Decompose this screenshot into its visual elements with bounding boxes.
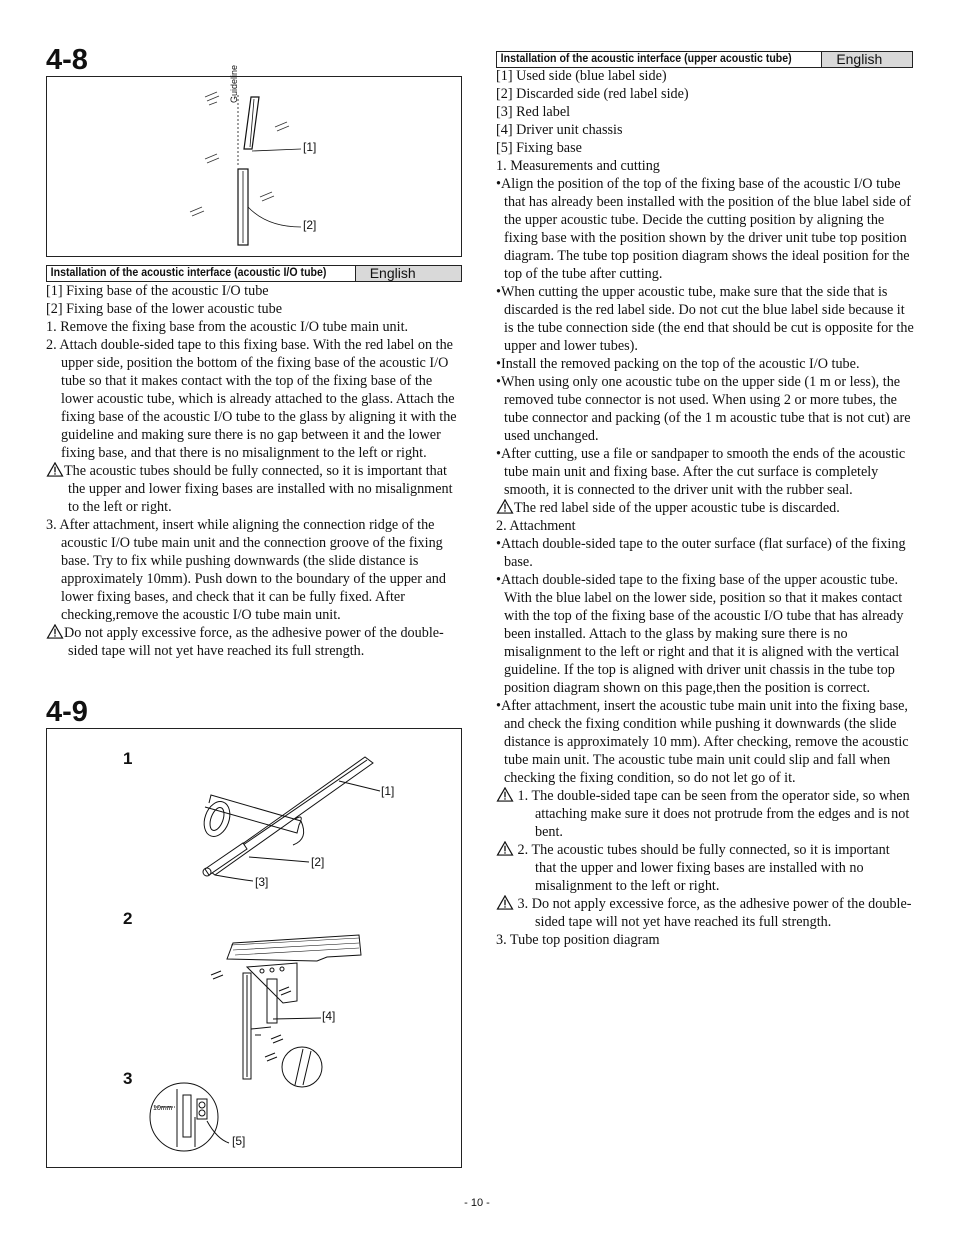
list-item: [2] Discarded side (red label side) [496,86,689,102]
figure-4-8 [46,64,462,257]
figure-4-9 [46,728,462,1168]
bullet: •After cutting, use a file or sandpaper to smooth the ends of the acoustic tube main unit and fixing base. After the cut surface is completely smooth, it is connected to the driver unit with the rubber seal. [496,446,906,498]
heading-title: Installation of the acoustic interface (upper acoustic tube) [497,52,795,67]
warning-text: 2. The acoustic tubes should be fully connected, so it is important that the upper and lower fixing bases are installed with no misalignment to the left or right. [517,842,890,894]
list-item: [1] Used side (blue label side) [496,68,667,84]
list-item: [2] Fixing base of the lower acoustic tube [46,301,282,317]
warning-text: 3. Do not apply excessive force, as the adhesive power of the double-sided tape will not yet have reached its full strength. [517,896,912,930]
bullet: •After attachment, insert the acoustic tube main unit into the fixing base, and check the fixing condition while pushing it downwards (the slide distance is approximately 10 mm). After checking, remove the acoustic tube main unit. The acoustic tube main unit could slip and fall when checking the fixing condition, so do not let go of it. [496,698,909,786]
warning-icon [496,787,514,802]
warning-icon [496,499,514,514]
list-item: [5] Fixing base [496,140,582,156]
language-label: English [355,266,461,281]
callout-1: [1] [303,140,317,154]
guideline-label: Guideline [229,64,239,103]
subheading-diagram: 3. Tube top position diagram [496,932,660,948]
section-title-4-8: 4-8 [46,44,88,76]
left-text-column [46,282,464,660]
callout-1: [1] [381,784,395,798]
subheading-measurements: 1. Measurements and cutting [496,158,660,174]
warning-text: The red label side of the upper acoustic tube is discarded. [514,500,840,516]
subheading-attachment: 2. Attachment [496,518,576,534]
warning-icon [46,462,64,477]
callout-5: [5] [232,1134,246,1148]
heading-bar-upper-tube [496,51,913,68]
warning-icon [496,895,514,910]
bullet: •Align the position of the top of the fixing base of the acoustic I/O tube that has already been installed with the position of the blue label side of the upper acoustic tube. Decide the cutting position by aligning the fixing base with the position shown by the driver unit tube top position diagram. The tube top position diagram shows the ideal position for the top of the tube after cutting. [496,176,911,282]
step-2: 2. Attach double-sided tape to this fixing base. With the red label on the upper side, position the bottom of the fixing base of the acoustic I/O tube so that it makes contact with the top of the fixing base of the lower acoustic tube, which is already attached to the glass. Attach the fixing base of the acoustic I/O tube to the glass by aligning it with the guideline and making sure there is no gap between it and the lower fixing base, and that there is no misalignment to the left or right. [46,337,457,461]
step-3: 3. After attachment, insert while aligning the connection ridge of the acoustic I/O tube main unit and the connection groove of the fixing base. Try to fix while pushing downwards (the slide distance is approximately 10mm). Push down to the boundary of the upper and lower fixing bases, and check that it can be fully fixed. After checking,remove the acoustic I/O tube main unit. [46,517,446,623]
warning-text: Do not apply excessive force, as the adhesive power of the double-sided tape will not yet have reached its full strength. [64,625,444,659]
warning-icon [46,624,64,639]
step-label-3: 3 [123,1069,133,1088]
step-label-2: 2 [123,909,133,928]
bullet: •Install the removed packing on the top of the acoustic I/O tube. [496,356,860,372]
fixing-base-illustration [47,77,461,256]
callout-2: [2] [311,855,325,869]
warning-icon [496,841,514,856]
step-1: 1. Remove the fixing base from the acoustic I/O tube main unit. [46,319,409,335]
callout-2: [2] [303,218,317,232]
heading-title: Installation of the acoustic interface (acoustic I/O tube) [47,266,330,281]
warning-text: 1. The double-sided tape can be seen from the operator side, so when attaching make sure it does not protrude from the edges and is not bent. [517,788,910,840]
heading-bar-io-tube [46,265,462,282]
language-label: English [821,52,912,67]
dimension-label: 10mm [153,1105,173,1112]
bullet: •When using only one acoustic tube on the upper side (1 m or less), the removed tube connector is not used. When using 2 or more tubes, the tube connector and packing (of the 1 m acoustic tube that is not cut) are used unchanged. [496,374,911,444]
list-item: [3] Red label [496,104,571,120]
section-title-4-9: 4-9 [46,696,88,728]
bullet: •Attach double-sided tape to the fixing base of the upper acoustic tube. With the blue label on the lower side, position so that it makes contact with the top of the fixing base of the acoustic I/O tube that has already been installed. Attach to the glass by making sure there is no misalignment to the left or right and that it is aligned with the vertical guideline. If the top is aligned with driver unit chassis in the tube top position diagram shown on this page,then the position is correct. [496,572,904,696]
bullet: •When cutting the upper acoustic tube, make sure that the side that is discarded is the red label side. Do not cut the blue label side because it is the tube connection side (the end that should be cut is opposite for the upper and lower tubes). [496,284,914,354]
warning-text: The acoustic tubes should be fully connected, so it is important that the upper and lower fixing bases are installed with no misalignment to the left or right. [64,463,453,515]
bullet: •Attach double-sided tape to the outer surface (flat surface) of the fixing base. [496,536,906,570]
list-item: [1] Fixing base of the acoustic I/O tube [46,283,269,299]
right-text-column [496,67,914,949]
upper-tube-illustration [47,729,461,1167]
page-number: - 10 - [464,1197,490,1209]
callout-4: [4] [322,1009,336,1023]
callout-3: [3] [255,875,269,889]
list-item: [4] Driver unit chassis [496,122,623,138]
step-label-1: 1 [123,749,133,768]
